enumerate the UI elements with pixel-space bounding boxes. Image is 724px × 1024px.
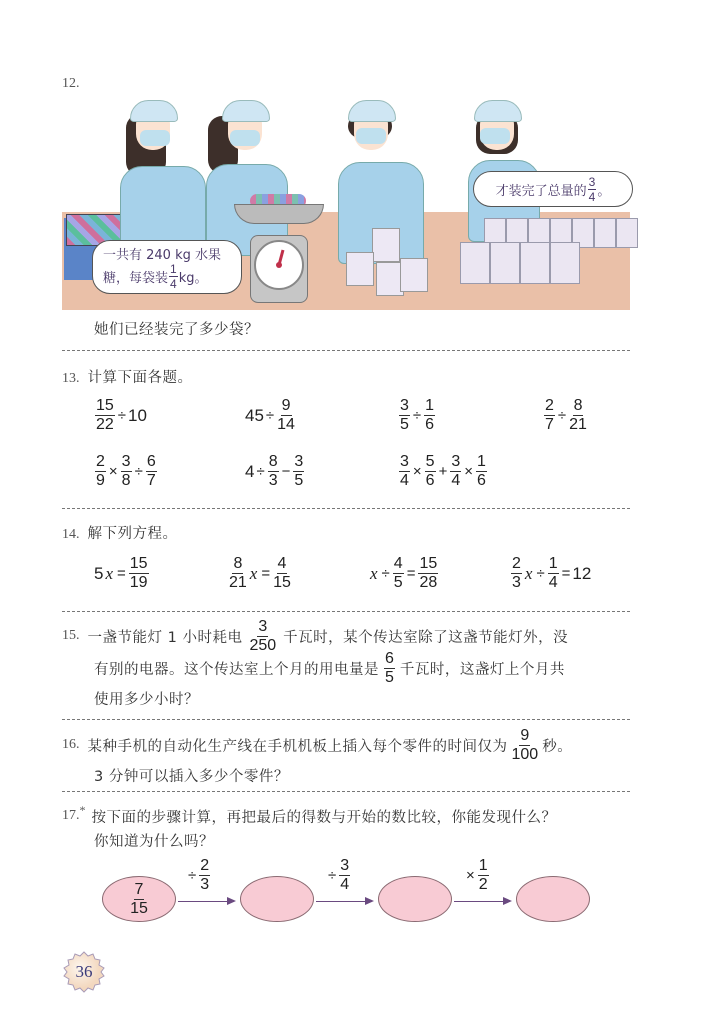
arrow-right-icon [316,901,372,902]
expr-13-5: $\frac{2}{9}$ × $\frac{3}{8}$ ÷ $\frac{6}{7}$ [96,453,156,489]
arrow-right-icon [178,901,234,902]
speech-bubble-total [92,240,242,294]
bubble-total-line2-suffix: kg。 [178,271,208,286]
result-oval-2[interactable] [378,876,452,922]
problem-16-number: 16. [62,737,80,752]
problem-16-text: 某种手机的自动化生产线在手机机板上插入每个零件的时间仅为 [87,738,508,755]
bubble-total-line2-prefix: 糖，每袋装 [103,271,169,286]
expr-13-7: $\frac{3}{4}$ × $\frac{5}{6}$ + $\frac{3}{4}$ × $\frac{1}{6}$ [400,453,486,489]
problem-13-number: 13. [62,371,80,386]
speech-bubble-progress [473,171,633,207]
expr-13-3: $\frac{3}{5}$ ÷ $\frac{1}{6}$ [400,397,435,433]
divider [62,508,630,509]
problem-17 [62,804,662,852]
bubble-progress-prefix: 才装完了总量的 [495,183,587,199]
problem-14-header [62,522,178,543]
problem-13-title: 计算下面各题。 [87,370,193,386]
result-oval-1[interactable] [240,876,314,922]
problem-15-text: 千瓦时，某个传达室除了这盏节能灯外，没 [283,629,569,646]
optional-star-icon: * [79,802,86,817]
candy-bag-icon [346,252,374,286]
fraction: $\frac{3}{4}$ [588,174,596,204]
equation-14-2: $\frac{8}{21}$ x = $\frac{4}{15}$ [229,555,291,591]
equation-14-3: x ÷ $\frac{4}{5}$ = $\frac{15}{28}$ [370,555,438,591]
problem-14-title: 解下列方程。 [87,526,178,542]
arrow-right-icon [454,901,510,902]
problem-16-text: 3 分钟可以插入多少个零件？ [94,768,289,785]
fraction: $\frac{1}{4}$ [170,262,177,291]
scale-dial-icon [254,240,304,290]
start-value-oval: $\frac{7}{15}$ [102,876,176,922]
problem-15-number: 15. [62,628,80,643]
bubble-progress-suffix: 。 [597,183,611,199]
problem-15-text: 有别的电器。这个传达室上个月的用电量是 [94,661,379,678]
problem-17-number: 17. [62,808,80,823]
page-number-badge [63,951,105,993]
expr-13-6: 4 ÷ $\frac{8}{3}$ − $\frac{3}{5}$ [245,453,304,489]
problem-15-text: 使用多少小时？ [94,691,199,708]
problem-12-question: 她们已经装完了多少袋？ [94,322,259,338]
problem-13-header [62,366,193,387]
packed-bags-front-icon [460,242,578,284]
candy-bag-icon [400,258,428,292]
problem-15-text: 千瓦时，这盏灯上个月共 [399,661,565,678]
equation-14-4: $\frac{2}{3}$ x ÷ $\frac{1}{4}$ = 12 [512,555,592,591]
expr-13-1: $\frac{15}{22}$ ÷ 10 [96,397,147,433]
divider [62,611,630,612]
problem-17-text: 按下面的步骤计算，再把最后的得数与开始的数比较，你能发现什么？ [91,809,557,826]
equation-14-1: 5 x = $\frac{15}{19}$ [94,555,148,591]
problem-15: 15. 一盏节能灯 1 小时耗电 $\frac{3}{250}$ 千瓦时，某个传达室除了这盏节能灯外，没 有别的电器。这个传达室上个月的用电量是 $\frac{6}{5}$ 千瓦时，这盏灯上个月共 使用多少小时？ [62,617,569,708]
divider [62,350,630,351]
problem-12-number: 12. [62,76,80,91]
divider [62,791,630,792]
result-oval-3[interactable] [516,876,590,922]
problem-17-text: 你知道为什么吗？ [94,833,214,850]
page-number: 36 [75,962,93,981]
step-2-operation: ÷ $\frac{3}{4}$ [328,857,350,893]
bubble-total-line1: 一共有 240 kg 水果 [103,248,221,263]
problem-16: 16. 某种手机的自动化生产线在手机机板上插入每个零件的时间仅为 $\frac{9}{100}$ 秒。 3 分钟可以插入多少个零件？ [62,726,573,785]
expr-13-4: $\frac{2}{7}$ ÷ $\frac{8}{21}$ [545,397,587,433]
step-3-operation: × $\frac{1}{2}$ [466,857,488,893]
problem-15-text: 一盏节能灯 1 小时耗电 [87,629,243,646]
problem-14-number: 14. [62,527,80,542]
scale-pan-icon [234,204,324,224]
step-1-operation: ÷ $\frac{2}{3}$ [188,857,210,893]
candy-bag-icon [372,228,400,262]
problem-16-text: 秒。 [542,738,573,755]
expr-13-2: 45 ÷ $\frac{9}{14}$ [245,397,295,433]
divider [62,719,630,720]
